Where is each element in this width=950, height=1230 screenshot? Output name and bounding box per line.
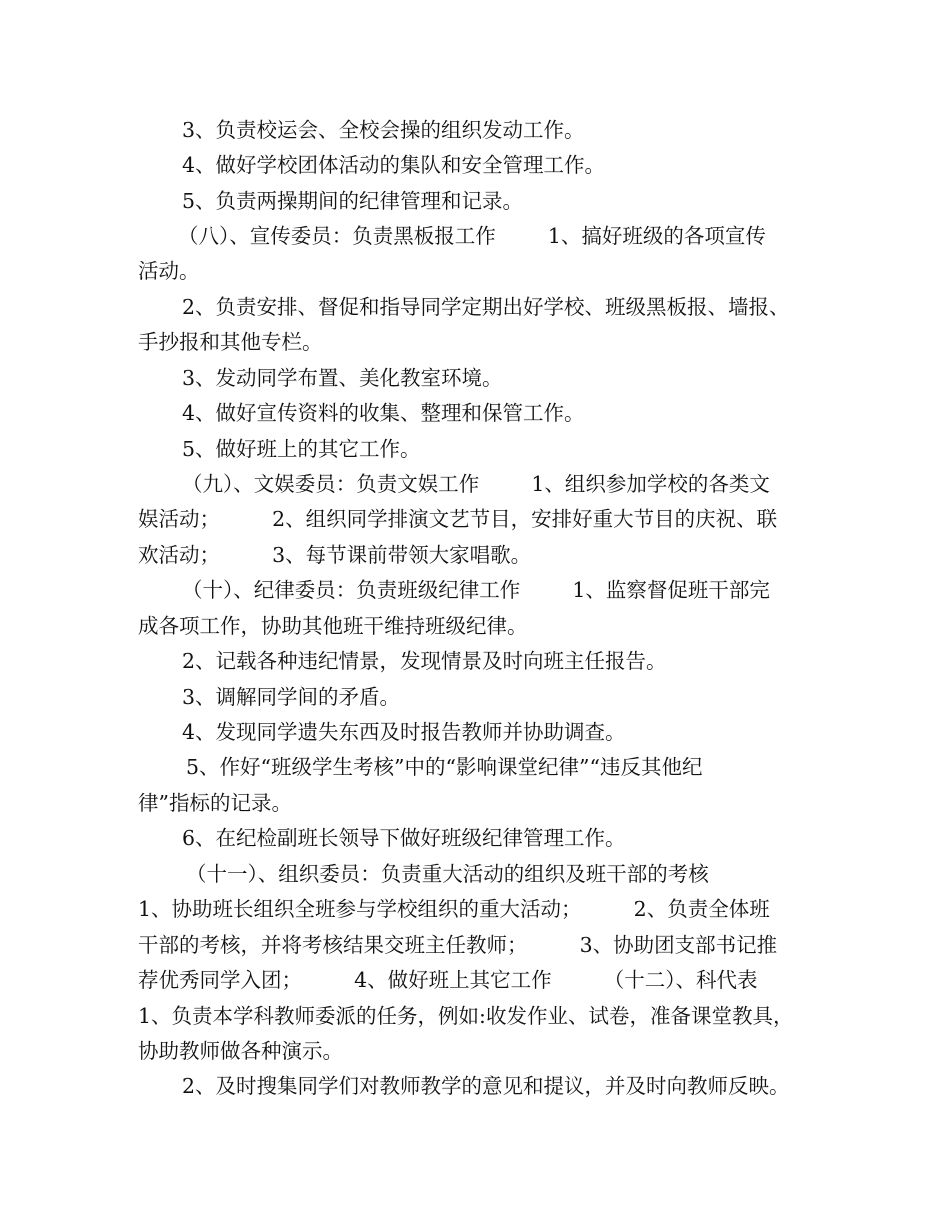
text-line: 2、记载各种违纪情景，发现情景及时向班主任报告。 [182, 649, 667, 673]
text-line: 1、负责本学科教师委派的任务，例如:收发作业、试卷，准备课堂教具， [138, 1004, 794, 1028]
text-line: 干部的考核，并将考核结果交班主任教师； 3、协助团支部书记推 [138, 933, 778, 957]
text-line: 欢活动； 3、每节课前带领大家唱歌。 [138, 543, 532, 567]
text-line: （十）、纪律委员：负责班级纪律工作 1、监察督促班干部完 [182, 578, 770, 602]
text-line: 1、协助班长组织全班参与学校组织的重大活动； 2、负责全体班 [138, 897, 770, 921]
text-line: 手抄报和其他专栏。 [138, 330, 323, 354]
text-line: 协助教师做各种演示。 [138, 1039, 343, 1063]
text-line: 2、负责安排、督促和指导同学定期出好学校、班级黑板报、墙报、 [182, 295, 790, 319]
text-line: （九）、文娱委员：负责文娱工作 1、组织参加学校的各类文 [182, 472, 770, 496]
text-line: 活动。 [138, 259, 200, 283]
text-line: 律”指标的记录。 [138, 791, 292, 815]
text-line: 成各项工作，协助其他班干维持班级纪律。 [138, 614, 528, 638]
text-line: 5、作好“班级学生考核”中的“影响课堂纪律”“违反其他纪 [186, 755, 703, 779]
text-line: 2、及时搜集同学们对教师教学的意见和提议，并及时向教师反映。 [182, 1074, 790, 1098]
text-line: 4、发现同学遗失东西及时报告教师并协助调查。 [182, 720, 626, 744]
text-line: 娱活动； 2、组织同学排演文艺节目，安排好重大节目的庆祝、联 [138, 507, 778, 531]
text-line: 3、发动同学布置、美化教室环境。 [182, 366, 503, 390]
text-line: 6、在纪检副班长领导下做好班级纪律管理工作。 [182, 826, 626, 850]
text-line: 5、负责两操期间的纪律管理和记录。 [182, 189, 524, 213]
text-line: 3、负责校运会、全校会操的组织发动工作。 [182, 118, 585, 142]
text-line: 荐优秀同学入团； 4、做好班上其它工作 （十二）、科代表 [138, 968, 758, 992]
text-line: 3、调解同学间的矛盾。 [182, 685, 401, 709]
text-line: （八）、宣传委员：负责黑板报工作 1、搞好班级的各项宣传 [178, 224, 766, 248]
text-line: （十一）、组织委员：负责重大活动的组织及班干部的考核 [186, 862, 709, 886]
text-line: 4、做好学校团体活动的集队和安全管理工作。 [182, 153, 606, 177]
text-line: 4、做好宣传资料的收集、整理和保管工作。 [182, 401, 585, 425]
text-line: 5、做好班上的其它工作。 [182, 437, 421, 461]
